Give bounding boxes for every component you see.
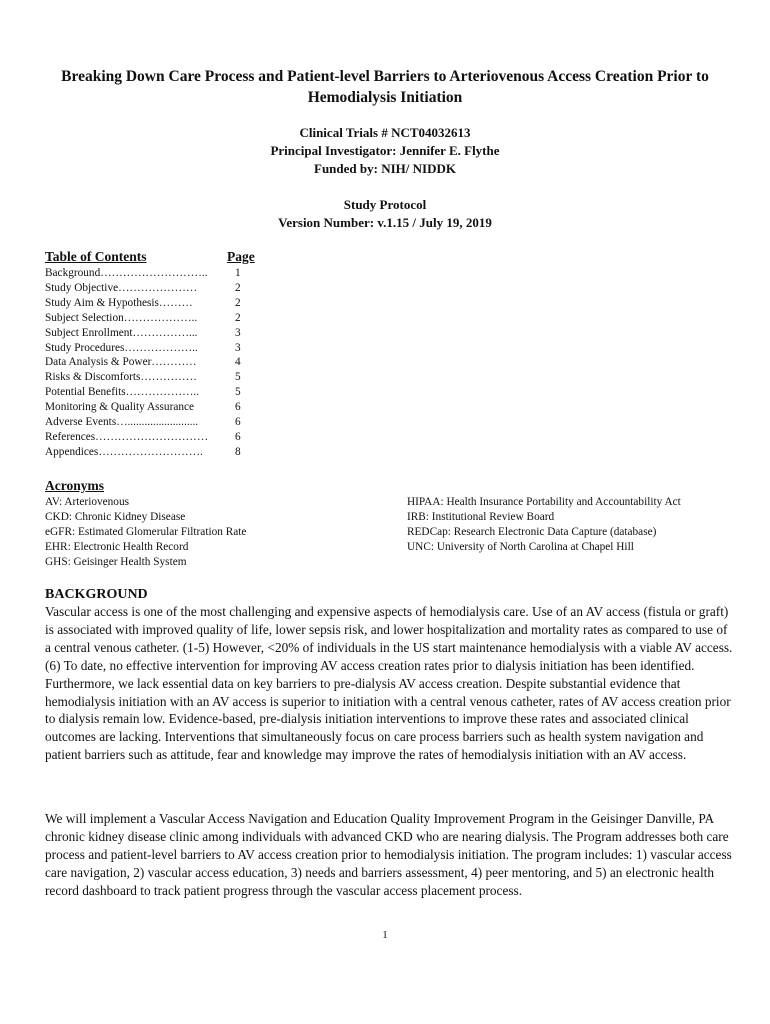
- toc-item-label: Subject Enrollment……………...: [45, 326, 198, 339]
- toc-item: [45, 430, 260, 445]
- document-title: Breaking Down Care Process and Patient-level Barriers to Arteriovenous Access Creation Prior to Hemodialysis Initiation: [61, 68, 709, 106]
- toc-item-label: Monitoring & Quality Assurance: [45, 401, 195, 414]
- toc-item-page: 2: [235, 311, 241, 324]
- acronym-entry: REDCap: Research Electronic Data Capture (database): [407, 526, 657, 538]
- toc-item-page: 8: [235, 445, 241, 458]
- acronym-entry: GHS: Geisinger Health System: [45, 556, 187, 568]
- toc-item-label: Subject Selection………………..: [45, 311, 198, 324]
- document-type: Study Protocol: [343, 197, 427, 212]
- toc-item-page: 3: [235, 326, 241, 339]
- toc-item-label: Study Procedures………………..: [45, 341, 198, 354]
- toc-item-page: 6: [235, 401, 241, 414]
- toc-item-page: 6: [235, 416, 241, 429]
- acronyms-left-column: [45, 495, 246, 570]
- acronyms-right-column: [407, 495, 681, 555]
- toc-item: [45, 445, 260, 460]
- trial-number: Clinical Trials # NCT04032613: [299, 125, 471, 140]
- toc-item-page: 3: [235, 341, 241, 354]
- toc-item-page: 2: [235, 281, 241, 294]
- toc-item-label: Study Objective…………………: [45, 281, 198, 294]
- background-paragraph-2: We will implement a Vascular Access Navigation and Education Quality Improvement Program in the Geisinger Danville, PA chronic kidney disease clinic among individuals with advanced CKD who are nearing dialysis. The Program addresses both care process and patient-level barriers to AV access creation prior to hemodialysis initiation. The program includes: 1) vascular access care navigation, 2) vascular access education, 3) needs and barriers assessment, 4) peer mentoring, and 5) an electronic health record dashboard to track patient progress through the vascular access placement process.: [45, 811, 732, 898]
- acronym-entry: EHR: Electronic Health Record: [45, 541, 189, 553]
- principal-investigator: Principal Investigator: Jennifer E. Flythe: [270, 143, 500, 158]
- toc-item-label: Data Analysis & Power…………: [45, 356, 197, 369]
- toc-item: [45, 385, 260, 400]
- toc-item-label: Background………………………..: [45, 267, 208, 279]
- toc-item: [45, 266, 260, 281]
- toc-item-page: 5: [235, 371, 241, 384]
- toc-item-label: Risks & Discomforts……………: [45, 371, 197, 384]
- toc-item-label: Potential Benefits………………..: [45, 386, 200, 399]
- toc-heading: Table of Contents: [45, 249, 147, 264]
- table-of-contents: [45, 266, 260, 460]
- acronym-entry: UNC: University of North Carolina at Chapel Hill: [407, 541, 634, 553]
- toc-item: [45, 326, 260, 341]
- toc-page-heading: Page: [227, 249, 255, 264]
- toc-item: [45, 355, 260, 370]
- toc-item-page: 5: [235, 386, 241, 399]
- toc-item-page: 1: [235, 267, 241, 279]
- version-number: Version Number: v.1.15 / July 19, 2019: [278, 215, 492, 230]
- toc-item: [45, 281, 260, 296]
- toc-item-label: Adverse Events….........................: [45, 416, 199, 429]
- acronyms-heading: Acronyms: [45, 478, 104, 493]
- page-number: 1: [382, 929, 388, 941]
- background-heading: BACKGROUND: [45, 587, 148, 602]
- acronym-entry: HIPAA: Health Insurance Portability and Accountability Act: [407, 496, 681, 508]
- toc-item-label: Appendices……………………….: [45, 445, 203, 458]
- toc-item-label: References…………………………: [45, 430, 209, 443]
- toc-item-page: 4: [235, 356, 241, 369]
- toc-item: [45, 370, 260, 385]
- acronym-entry: CKD: Chronic Kidney Disease: [45, 511, 186, 523]
- toc-item-page: 6: [235, 430, 241, 443]
- toc-item: [45, 311, 260, 326]
- toc-item-page: 2: [235, 296, 241, 309]
- toc-item: [45, 341, 260, 356]
- acronym-entry: IRB: Institutional Review Board: [407, 511, 555, 523]
- funding-source: Funded by: NIH/ NIDDK: [314, 161, 456, 176]
- toc-item-label: Study Aim & Hypothesis………: [45, 296, 193, 309]
- toc-item: [45, 400, 260, 415]
- acronym-entry: AV: Arteriovenous: [45, 496, 129, 508]
- toc-item: [45, 296, 260, 311]
- background-paragraph-1: Vascular access is one of the most challenging and expensive aspects of hemodialysis care. Use of an AV access (fistula or graft) is associated with improved quality of life, lower sepsis risk, and lower hospitalization and mortality rates as compared to use of a central venous catheter. (1-5) However, <20% of individuals in the US start maintenance hemodialysis with a viable AV access. (6) To date, no effective intervention for improving AV access creation rates prior to dialysis initiation has been identified. Furthermore, we lack essential data on key barriers to pre-dialysis AV access creation. Despite substantial evidence that hemodialysis initiation with an AV access is superior to initiation with a central venous catheter, rates of AV access creation prior to dialysis remain low. Evidence-based, pre-dialysis initiation interventions to improve these rates and associated clinical outcomes are lacking. Interventions that simultaneously focus on care process barriers such as health system navigation and patient barriers such as attitude, fear and knowledge may improve the rates of hemodialysis initiation with an AV access.: [45, 604, 733, 763]
- acronym-entry: eGFR: Estimated Glomerular Filtration Rate: [45, 526, 247, 538]
- toc-item: [45, 415, 260, 430]
